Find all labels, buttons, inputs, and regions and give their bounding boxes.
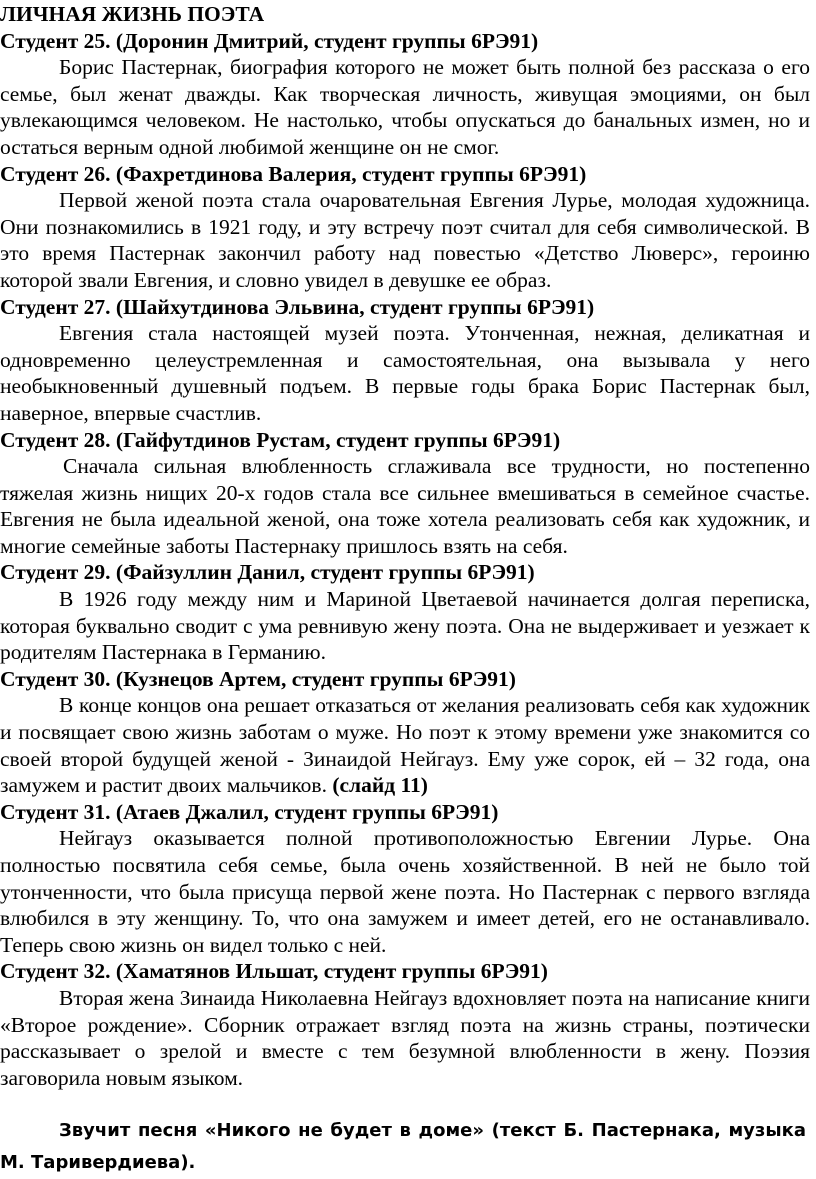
section-text-student-28: Сначала сильная влюбленность сглаживала все трудности, но постепенно тяжелая жизнь нищих 20-х годов стала все сильнее вмешиваться в семейное счастье. Евгения не была идеальной женой, она тоже хотела реализовать себя как художник, и многие семейные заботы Пастернаку пришлось взять на себя. (0, 454, 810, 558)
section-heading-student-26: Студент 26. (Фахретдинова Валерия, студент группы 6РЭ91) (0, 161, 587, 186)
section-text-student-30-body: В конце концов она решает отказаться от желания реализовать себя как художник и посвящает свою жизнь заботам о муже. Но поэт к этому времени уже знакомится со своей второй будущей женой - Зинаидой Нейгауз. Ему уже сорок, ей – 32 года, она замужем и растит двоих мальчиков. (0, 693, 810, 798)
section-heading-student-31: Студент 31. (Атаев Джалил, студент группы 6РЭ91) (0, 799, 499, 824)
section-text-student-31: Нейгауз оказывается полной противоположностью Евгении Лурье. Она полностью посвятила себя семье, была очень хозяйственной. В ней не было той утонченности, что была присуща первой жене поэта. Но Пастернак с первого взгляда влюбился в эту женщину. То, что она замужем и имеет детей, его не останавливало. Теперь свою жизнь он видел только с ней. (0, 826, 810, 957)
section-text-student-29: В 1926 году между ним и Мариной Цветаевой начинается долгая переписка, которая буквально сводит с ума ревнивую жену поэта. Она не выдерживает и уезжает к родителям Пастернака в Германию. (0, 587, 810, 665)
section-text-student-30 (0, 692, 810, 798)
song-note: Звучит песня «Никого не будет в доме» (текст Б. Пастернака, музыка М. Таривердиева). (0, 1120, 806, 1174)
section-text-student-25: Борис Пастернак, биография которого не может быть полной без рассказа о его семье, был женат дважды. Как творческая личность, живущая эмоциями, он был увлекающимся человеком. Не настолько, чтобы опускаться до банальных измен, но и остаться верным одной любимой женщине он не смог. (0, 55, 810, 159)
section-heading-student-27: Студент 27. (Шайхутдинова Эльвина, студент группы 6РЭ91) (0, 294, 595, 319)
slide-reference: (слайд 11) (332, 773, 428, 798)
section-heading-student-28: Студент 28. (Гайфутдинов Рустам, студент группы 6РЭ91) (0, 427, 561, 452)
document-title: ЛИЧНАЯ ЖИЗНЬ ПОЭТА (0, 2, 265, 26)
section-text-student-26: Первой женой поэта стала очаровательная Евгения Лурье, молодая художница. Они познакомились в 1921 году, и эту встречу поэт считал для себя символической. В это время Пастернак закончил работу над повестью «Детство Люверс», героиню которой звали Евгения, и словно увидел в девушке ее образ. (0, 188, 810, 292)
section-heading-student-25: Студент 25. (Доронин Дмитрий, студент группы 6РЭ91) (0, 28, 539, 53)
section-heading-student-32: Студент 32. (Хаматянов Ильшат, студент группы 6РЭ91) (0, 959, 548, 984)
section-heading-student-30: Студент 30. (Кузнецов Артем, студент группы 6РЭ91) (0, 666, 516, 691)
section-text-student-32: Вторая жена Зинаида Николаевна Нейгауз вдохновляет поэта на написание книги «Второе рождение». Сборник отражает взгляд поэта на жизнь страны, поэтически рассказывает о зрелой и вместе с тем безумной влюбленности в жену. Поэзия заговорила новым языком. (0, 985, 810, 1090)
section-heading-student-29: Студент 29. (Файзуллин Данил, студент группы 6РЭ91) (0, 560, 535, 585)
section-text-student-27: Евгения стала настоящей музей поэта. Утонченная, нежная, деликатная и одновременно целеустремленная и самостоятельная, она вызывала у него необыкновенный душевный подъем. В первые годы брака Борис Пастернак был, наверное, впервые счастлив. (0, 321, 810, 425)
